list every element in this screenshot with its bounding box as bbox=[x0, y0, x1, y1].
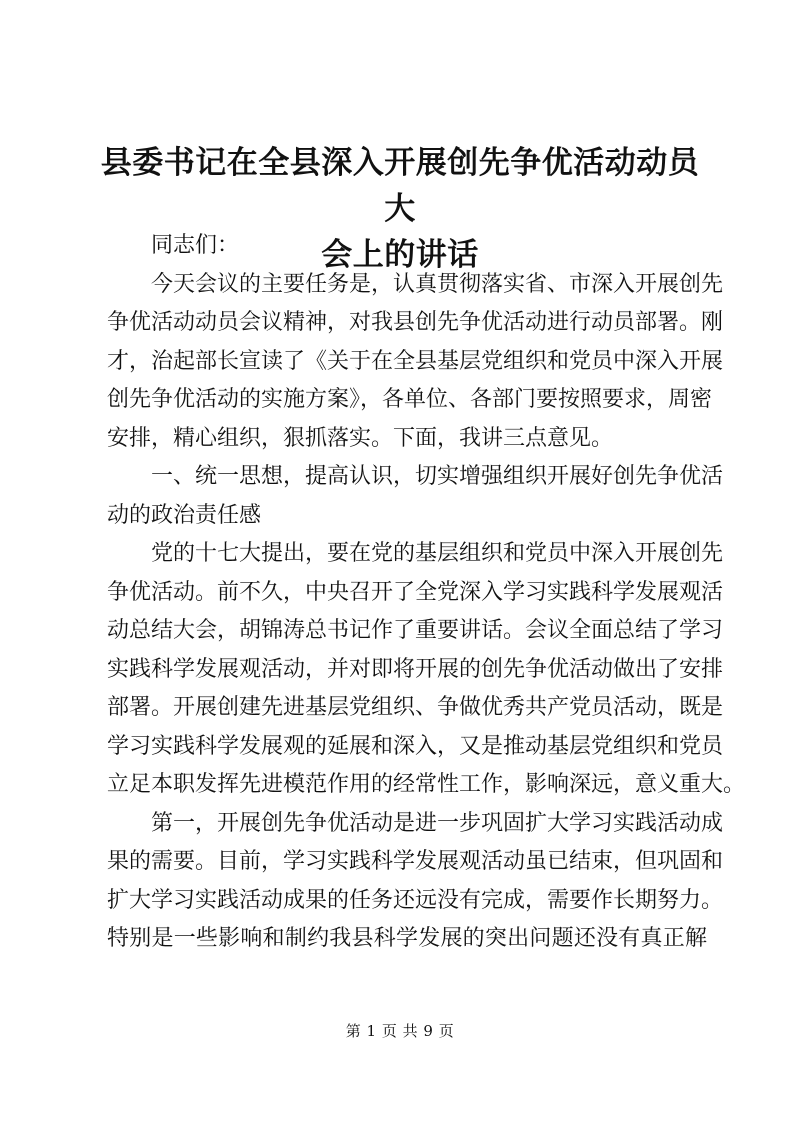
salutation: 同志们： bbox=[151, 233, 240, 258]
document-body bbox=[107, 227, 746, 959]
paragraph-line: 争优活动动员会议精神，对我县创先争优活动进行动员部署。刚 bbox=[107, 310, 724, 335]
section-heading-line: 动的政治责任感 bbox=[107, 502, 262, 528]
paragraph-line: 学习实践科学发展观的延展和深入，又是推动基层党组织和党员 bbox=[107, 733, 724, 759]
paragraph-line: 特别是一些影响和制约我县科学发展的突出问题还没有真正解 bbox=[107, 926, 707, 951]
paragraph-line: 立足本职发挥先进模范作用的经常性工作，影响深远，意义重大。 bbox=[107, 772, 746, 797]
section-heading-line: 一、统一思想，提高认识，切实增强组织开展好创先争优活 bbox=[151, 464, 724, 489]
paragraph-line: 实践科学发展观活动，并对即将开展的创先争优活动做出了安排 bbox=[107, 656, 724, 682]
paragraph-line: 才，治起部长宣读了《关于在全县基层党组织和党员中深入开展 bbox=[107, 348, 724, 374]
paragraph-line: 第一，开展创先争优活动是进一步巩固扩大学习实践活动成 bbox=[151, 810, 724, 836]
paragraph-line: 果的需要。目前，学习实践科学发展观活动虽已结束，但巩固和 bbox=[107, 849, 724, 874]
paragraph-line: 今天会议的主要任务是，认真贯彻落实省、市深入开展创先 bbox=[151, 271, 724, 297]
paragraph-line: 安排，精心组织，狠抓落实。下面，我讲三点意见。 bbox=[107, 425, 614, 451]
page-number-footer: 第 1 页 共 9 页 bbox=[345, 1022, 455, 1040]
paragraph-line: 争优活动。前不久，中央召开了全党深入学习实践科学发展观活 bbox=[107, 579, 724, 605]
title-line-2: 会上的讲话 bbox=[321, 237, 479, 273]
paragraph-line: 部署。开展创建先进基层党组织、争做优秀共产党员活动，既是 bbox=[107, 695, 724, 720]
paragraph-line: 动总结大会，胡锦涛总书记作了重要讲话。会议全面总结了学习 bbox=[107, 618, 724, 643]
paragraph-line: 党的十七大提出，要在党的基层组织和党员中深入开展创先 bbox=[151, 541, 724, 566]
paragraph-line: 扩大学习实践活动成果的任务还远没有完成，需要作长期努力。 bbox=[107, 887, 724, 913]
paragraph-line: 创先争优活动的实施方案》，各单位、各部门要按照要求，周密 bbox=[107, 387, 713, 412]
title-line-1: 县委书记在全县深入开展创先争优活动动员大 bbox=[100, 145, 700, 227]
